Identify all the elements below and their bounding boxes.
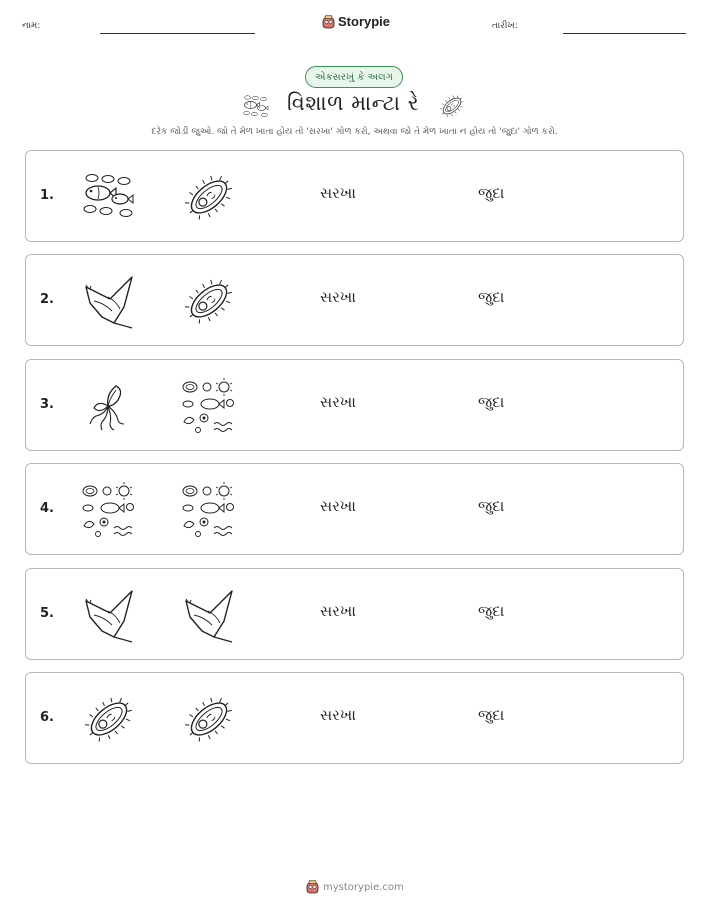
question-row xyxy=(25,568,684,660)
plankton-cell-icon xyxy=(180,169,238,225)
title-row xyxy=(0,89,709,123)
plankton-cluster-icon xyxy=(180,378,238,434)
plankton-cell-icon xyxy=(437,92,467,120)
worksheet-type-badge: એકસરખું કે અલગ xyxy=(305,66,403,88)
question-row xyxy=(25,672,684,764)
same-option[interactable]: સરખા xyxy=(320,288,356,307)
question-number: 2. xyxy=(40,292,54,308)
question-row xyxy=(25,254,684,346)
fish-school-icon xyxy=(80,169,138,225)
manta-ray-icon xyxy=(80,587,138,643)
plankton-cluster-icon xyxy=(80,482,138,538)
same-option[interactable]: સરખા xyxy=(320,184,356,202)
question-row xyxy=(25,359,684,451)
date-label: તારીખ: xyxy=(492,21,518,31)
different-option[interactable]: જુદા xyxy=(478,184,505,202)
same-option[interactable]: સરખા xyxy=(320,497,356,516)
same-option[interactable]: સરખા xyxy=(320,392,356,411)
plankton-cluster-icon xyxy=(180,482,238,538)
manta-ray-icon xyxy=(180,587,238,643)
different-option[interactable]: જુદા xyxy=(478,288,505,307)
question-row xyxy=(25,150,684,242)
storypie-mascot-icon xyxy=(322,15,335,29)
instructions: દરેક જોડી જુઓ. જો તે મેળ ખાતા હોય તો 'સરખા' ગોળ કરો, અથવા જો તે મેળ ખાતા ન હોય તો 'જુદા' ગોળ કરો. xyxy=(151,127,558,137)
plankton-cell-icon xyxy=(180,273,238,329)
seaweed-sprout-icon xyxy=(80,378,138,434)
question-number: 4. xyxy=(40,501,54,517)
question-number: 3. xyxy=(40,396,54,412)
date-field-line[interactable] xyxy=(563,33,686,34)
different-option[interactable]: જુદા xyxy=(478,497,505,516)
different-option[interactable]: જુદા xyxy=(478,392,505,411)
fish-school-icon xyxy=(240,93,272,121)
same-option[interactable]: સરખા xyxy=(320,706,356,724)
question-row xyxy=(25,463,684,555)
brand-logo xyxy=(322,14,390,29)
same-option[interactable]: સરખા xyxy=(320,601,356,620)
name-label: નામ: xyxy=(22,21,41,31)
name-field-line[interactable] xyxy=(100,33,255,34)
question-number: 1. xyxy=(40,188,54,203)
manta-ray-icon xyxy=(80,273,138,329)
page-title: વિશાળ માન્ટા રે xyxy=(287,91,420,115)
footer xyxy=(306,880,404,894)
plankton-cell-icon xyxy=(180,691,238,747)
storypie-mascot-icon xyxy=(306,880,319,894)
different-option[interactable]: જુદા xyxy=(478,601,505,620)
question-number: 5. xyxy=(40,605,54,621)
brand-name: Storypie xyxy=(338,14,391,29)
footer-url: mystorypie.com xyxy=(323,881,404,893)
question-number: 6. xyxy=(40,710,54,725)
plankton-cell-icon xyxy=(80,691,138,747)
different-option[interactable]: જુદા xyxy=(478,706,505,724)
